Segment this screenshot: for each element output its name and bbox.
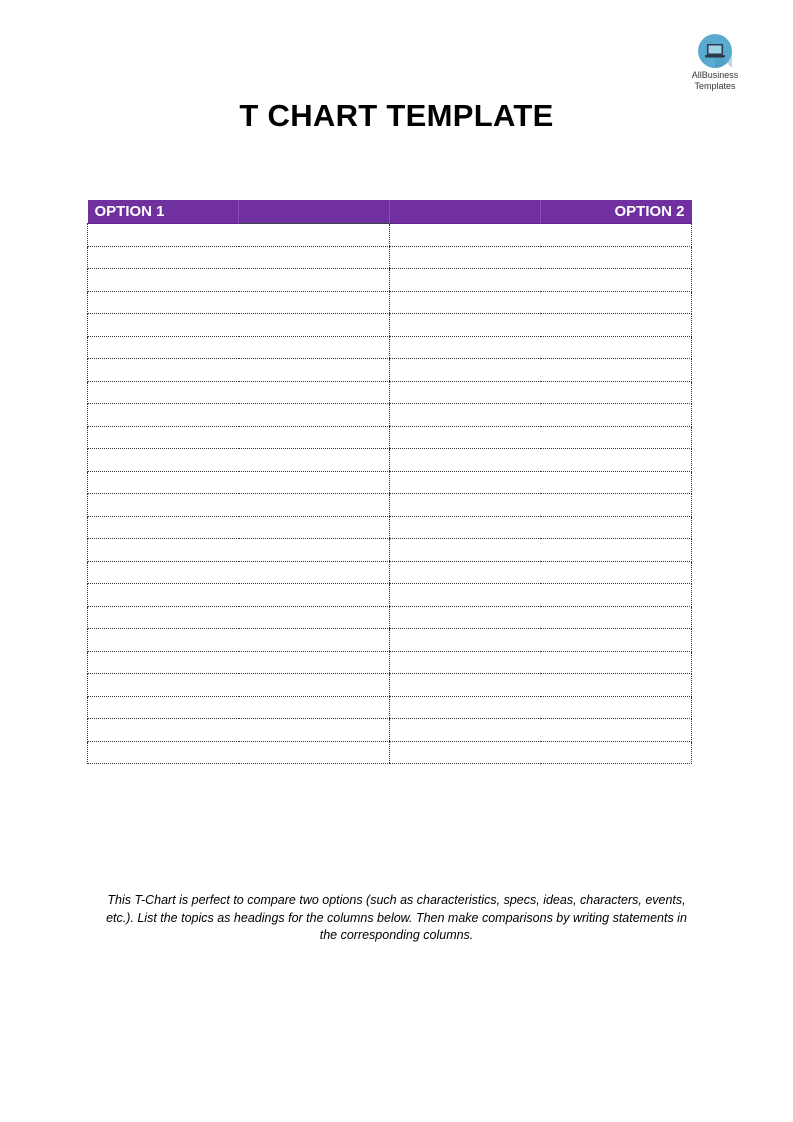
option-1-cell[interactable]	[239, 471, 390, 494]
option-1-cell[interactable]	[239, 494, 390, 517]
table-row	[88, 426, 692, 449]
option-1-cell[interactable]	[88, 381, 239, 404]
option-2-cell[interactable]	[541, 404, 692, 427]
option-2-cell[interactable]	[541, 471, 692, 494]
option-2-cell[interactable]	[390, 471, 541, 494]
table-row	[88, 269, 692, 292]
table-row	[88, 539, 692, 562]
option-1-cell[interactable]	[239, 629, 390, 652]
t-chart-body	[88, 224, 692, 764]
option-2-cell[interactable]	[390, 719, 541, 742]
option-2-cell[interactable]	[390, 336, 541, 359]
option-2-cell[interactable]	[541, 674, 692, 697]
option-1-cell[interactable]	[239, 291, 390, 314]
option-2-cell[interactable]	[390, 449, 541, 472]
option-1-cell[interactable]	[239, 674, 390, 697]
option-2-cell[interactable]	[541, 381, 692, 404]
option-1-cell[interactable]	[239, 741, 390, 764]
option-1-cell[interactable]	[239, 516, 390, 539]
option-2-cell[interactable]	[390, 314, 541, 337]
table-row	[88, 291, 692, 314]
option-2-cell[interactable]	[390, 381, 541, 404]
option-1-cell[interactable]	[88, 426, 239, 449]
table-row	[88, 696, 692, 719]
option-1-cell[interactable]	[239, 606, 390, 629]
option-2-header: OPTION 2	[541, 200, 692, 224]
option-1-cell[interactable]	[239, 449, 390, 472]
table-row	[88, 224, 692, 247]
option-2-cell[interactable]	[390, 359, 541, 382]
table-row	[88, 516, 692, 539]
instructions-text: This T-Chart is perfect to compare two options (such as characteristics, specs, ideas, characters, events, etc.). List the topics as headings for the columns below. Then make comparisons by writing statements in the corresponding columns.	[106, 893, 687, 942]
option-1-cell[interactable]	[239, 381, 390, 404]
header-spacer-2	[390, 200, 541, 224]
table-row	[88, 314, 692, 337]
table-row	[88, 381, 692, 404]
option-2-cell[interactable]	[541, 651, 692, 674]
option-2-cell[interactable]	[541, 336, 692, 359]
option-1-cell[interactable]	[239, 539, 390, 562]
option-2-cell[interactable]	[541, 291, 692, 314]
option-1-cell[interactable]	[88, 494, 239, 517]
option-2-cell[interactable]	[541, 426, 692, 449]
option-1-cell[interactable]	[239, 426, 390, 449]
option-2-cell[interactable]	[390, 629, 541, 652]
logo-line-2: Templates	[694, 81, 736, 91]
option-1-cell[interactable]	[88, 741, 239, 764]
t-chart-header-row	[88, 200, 692, 224]
table-row	[88, 719, 692, 742]
option-1-cell[interactable]	[88, 269, 239, 292]
option-1-cell[interactable]	[88, 629, 239, 652]
table-row	[88, 629, 692, 652]
option-2-cell[interactable]	[541, 719, 692, 742]
allbusiness-templates-logo	[686, 33, 744, 91]
table-row	[88, 494, 692, 517]
option-1-cell[interactable]	[239, 719, 390, 742]
option-2-cell[interactable]	[541, 224, 692, 247]
option-1-cell[interactable]	[239, 246, 390, 269]
option-1-cell[interactable]	[88, 674, 239, 697]
option-1-cell[interactable]	[88, 539, 239, 562]
option-1-cell[interactable]	[239, 584, 390, 607]
table-row	[88, 741, 692, 764]
option-2-cell[interactable]	[390, 426, 541, 449]
option-2-cell[interactable]	[390, 651, 541, 674]
option-2-cell[interactable]	[541, 696, 692, 719]
option-1-cell[interactable]	[239, 651, 390, 674]
option-1-cell[interactable]	[88, 719, 239, 742]
option-1-cell[interactable]	[88, 696, 239, 719]
option-1-cell[interactable]	[88, 561, 239, 584]
table-row	[88, 651, 692, 674]
table-row	[88, 584, 692, 607]
table-row	[88, 606, 692, 629]
laptop-icon	[697, 33, 733, 69]
option-1-cell[interactable]	[88, 584, 239, 607]
option-2-cell[interactable]	[390, 741, 541, 764]
option-2-cell[interactable]	[541, 449, 692, 472]
option-2-cell[interactable]	[541, 584, 692, 607]
table-row	[88, 449, 692, 472]
table-row	[88, 561, 692, 584]
table-row	[88, 246, 692, 269]
option-1-cell[interactable]	[88, 651, 239, 674]
option-1-cell[interactable]	[88, 336, 239, 359]
t-chart-table	[87, 200, 692, 764]
option-1-cell[interactable]	[88, 404, 239, 427]
option-2-cell[interactable]	[390, 246, 541, 269]
header-spacer-1	[239, 200, 390, 224]
option-2-cell[interactable]	[390, 516, 541, 539]
option-1-cell[interactable]	[88, 471, 239, 494]
logo-line-1: AllBusiness	[691, 70, 739, 80]
option-2-cell[interactable]	[390, 539, 541, 562]
table-row	[88, 674, 692, 697]
option-2-cell[interactable]	[541, 561, 692, 584]
option-1-cell[interactable]	[88, 246, 239, 269]
option-2-cell[interactable]	[541, 359, 692, 382]
option-2-cell[interactable]	[541, 629, 692, 652]
option-2-cell[interactable]	[541, 314, 692, 337]
option-2-cell[interactable]	[390, 696, 541, 719]
option-2-cell[interactable]	[390, 494, 541, 517]
option-1-cell[interactable]	[239, 336, 390, 359]
option-1-cell[interactable]	[88, 224, 239, 247]
option-1-cell[interactable]	[239, 561, 390, 584]
option-1-cell[interactable]	[88, 449, 239, 472]
option-2-cell[interactable]	[390, 404, 541, 427]
page-title: T CHART TEMPLATE	[239, 98, 554, 133]
option-2-cell[interactable]	[541, 516, 692, 539]
option-1-cell[interactable]	[239, 359, 390, 382]
option-2-cell[interactable]	[541, 269, 692, 292]
option-1-cell[interactable]	[239, 314, 390, 337]
option-1-cell[interactable]	[88, 359, 239, 382]
option-1-cell[interactable]	[239, 696, 390, 719]
option-1-cell[interactable]	[239, 269, 390, 292]
option-2-cell[interactable]	[390, 269, 541, 292]
table-row	[88, 471, 692, 494]
option-1-cell[interactable]	[239, 404, 390, 427]
option-1-cell[interactable]	[88, 516, 239, 539]
option-2-cell[interactable]	[390, 584, 541, 607]
option-2-cell[interactable]	[541, 539, 692, 562]
table-row	[88, 336, 692, 359]
table-row	[88, 404, 692, 427]
option-2-cell[interactable]	[390, 606, 541, 629]
option-2-cell[interactable]	[390, 291, 541, 314]
option-1-header: OPTION 1	[88, 200, 239, 224]
option-2-cell[interactable]	[390, 674, 541, 697]
option-1-cell[interactable]	[88, 314, 239, 337]
option-1-cell[interactable]	[239, 224, 390, 247]
option-1-cell[interactable]	[88, 291, 239, 314]
option-2-cell[interactable]	[541, 494, 692, 517]
option-2-cell[interactable]	[541, 246, 692, 269]
option-2-cell[interactable]	[390, 561, 541, 584]
table-row	[88, 359, 692, 382]
option-2-cell[interactable]	[541, 606, 692, 629]
option-2-cell[interactable]	[390, 224, 541, 247]
option-2-cell[interactable]	[541, 741, 692, 764]
option-1-cell[interactable]	[88, 606, 239, 629]
